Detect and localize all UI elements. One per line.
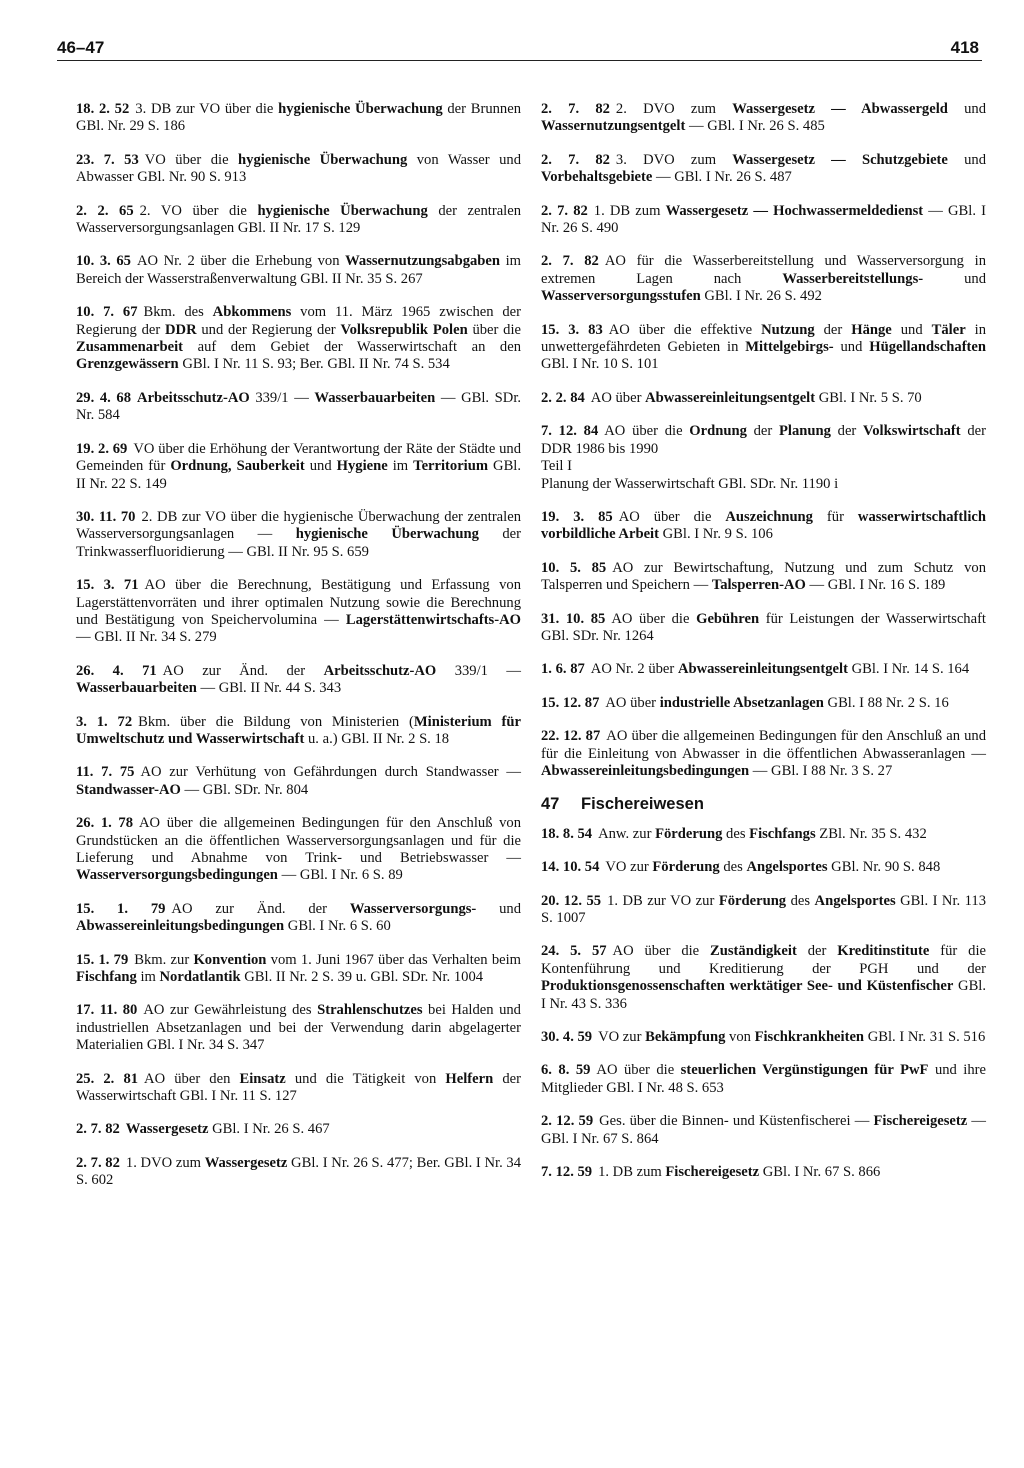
entry-date: 14. 10. 54 — [541, 859, 600, 876]
entry-keyword: Abkommens — [212, 304, 292, 321]
entry-text: GBl. II Nr. 22 S. 149 — [76, 458, 522, 492]
entry-date: 2. 2. 65 — [76, 202, 134, 219]
entry-text: 339/1 — — [436, 662, 521, 679]
entry-text: AO für die Wasserbereitstellung und Wasserversorgung in extremen Lagen nach — [541, 253, 986, 287]
entry-date: 2. 7. 82 — [541, 253, 599, 270]
entry-date: 30. 4. 59 — [541, 1029, 593, 1046]
entry-text: — GBl. I 88 Nr. 3 S. 27 — [749, 762, 893, 779]
entry-keyword: Wassergesetz — Schutzgebiete — [732, 151, 948, 168]
entry-keyword: Produktionsgenossenschaften werktätiger See- und Küstenfischer — [541, 978, 954, 995]
entry-text: — GBl. I Nr. 6 S. 89 — [277, 867, 403, 884]
entry-keyword: Fischereigesetz — [665, 1164, 760, 1181]
entry-keyword: Wassergesetz — [204, 1154, 288, 1171]
entry-text: der — [796, 943, 838, 960]
index-entry — [76, 952, 521, 987]
entry-text: vom 11. März 1965 zwischen der Regierung der — [76, 304, 521, 338]
entry-text: VO über die Erhöhung der Verantwortung der Räte der Städte und Gemeinden für — [76, 440, 522, 475]
entry-date: 19. 2. 69 — [76, 440, 128, 457]
index-entry — [541, 1062, 986, 1097]
entry-text: GBl. I Nr. 10 S. 101 — [541, 356, 659, 373]
entry-date: 15. 3. 71 — [76, 577, 139, 594]
entry-keyword: DDR — [164, 321, 197, 338]
entry-date: 15. 12. 87 — [541, 694, 600, 711]
entry-date: 23. 7. 53 — [76, 151, 139, 168]
entry-keyword: Wasserversorgungsbedingungen — [76, 867, 278, 884]
entry-keyword: Hygiene — [336, 458, 388, 475]
entry-text: des — [786, 892, 815, 909]
index-entry — [76, 577, 521, 647]
entry-text: 3. DVO zum — [615, 151, 733, 168]
index-entry — [76, 1155, 521, 1190]
entry-keyword: Helfern — [445, 1070, 494, 1087]
section-title: Fischereiwesen — [581, 795, 704, 814]
entry-text: und — [947, 101, 986, 117]
entry-keyword: Nutzung — [761, 321, 815, 338]
entry-keyword: Ordnung — [689, 423, 747, 440]
entry-text: VO zur — [598, 1029, 646, 1046]
entry-text: und ihre Mitglieder GBl. I Nr. 48 S. 653 — [541, 1062, 986, 1096]
entry-text: 1. DB zum — [593, 202, 666, 219]
entry-text: GBl. I Nr. 14 S. 164 — [847, 661, 970, 678]
entry-text: u. a.) GBl. II Nr. 2 S. 18 — [304, 730, 450, 747]
entry-text: im Bereich der Wasserstraßenverwaltung GBl. II Nr. 35 S. 267 — [76, 253, 522, 287]
entry-keyword: Wassernutzungsabgaben — [345, 253, 501, 270]
entry-date: 26. 1. 78 — [76, 815, 134, 832]
entry-keyword: steuerlichen Vergünstigungen für PwF — [680, 1062, 929, 1079]
entry-date: 10. 7. 67 — [76, 304, 138, 321]
entry-text: AO zur Änd. der — [171, 900, 350, 917]
section-number: 47 — [541, 795, 560, 814]
entry-text: und — [923, 270, 986, 287]
entry-keyword: Kreditinstitute — [837, 943, 930, 960]
index-entry — [76, 663, 521, 698]
entry-text: — GBl. I Nr. 26 S. 485 — [685, 118, 825, 135]
index-entry — [541, 661, 986, 678]
entry-keyword: hygienische Überwachung — [295, 526, 479, 543]
entry-keyword: Bekämpfung — [645, 1029, 726, 1046]
page-section-range: 46–47 — [57, 38, 105, 57]
entry-text: AO über die — [612, 943, 711, 960]
entry-date: 25. 2. 81 — [76, 1070, 139, 1087]
entry-date: 20. 12. 55 — [541, 892, 602, 909]
entry-text: Teil I — [541, 458, 572, 475]
entry-text: der zentralen Wasserversorgungsanlagen GBl. II Nr. 17 S. 129 — [76, 202, 521, 237]
entry-text: AO über die — [596, 1062, 681, 1079]
entry-keyword: Arbeitsschutz-AO — [137, 389, 250, 406]
entry-text: — GBl. SDr. Nr. 804 — [180, 781, 309, 798]
entry-keyword: Volkswirtschaft — [863, 423, 961, 440]
entry-text: Planung der Wasserwirtschaft GBl. SDr. Nr. 1190 i — [541, 475, 839, 492]
entry-keyword: Auszeichnung — [725, 508, 813, 525]
entry-text: AO über die — [618, 508, 726, 525]
entry-keyword: hygienische Überwachung — [278, 101, 443, 117]
entry-text: der — [814, 321, 852, 338]
entry-date: 17. 11. 80 — [76, 1002, 138, 1019]
index-entry — [541, 152, 986, 187]
entry-text: und die Tätigkeit von — [285, 1070, 446, 1087]
entry-date: 15. 1. 79 — [76, 951, 129, 968]
entry-text: Bkm. über die Bildung von Ministerien ( — [138, 713, 414, 730]
entry-text: — GBl. I Nr. 16 S. 189 — [805, 577, 946, 594]
entry-keyword: Grenzgewässern — [76, 356, 179, 373]
entry-keyword: Volksrepublik Polen — [340, 321, 468, 338]
index-entry — [541, 695, 986, 712]
entry-date: 2. 7. 82 — [541, 101, 610, 117]
entry-text: AO über die — [611, 610, 697, 627]
entry-keyword: Gebühren — [696, 610, 760, 627]
entry-keyword: Planung — [779, 423, 831, 440]
entry-keyword: Wasserversorgungsstufen — [541, 288, 701, 305]
entry-text: GBl. I Nr. 31 S. 516 — [864, 1029, 986, 1046]
entry-text: GBl. I Nr. 43 S. 336 — [541, 978, 987, 1012]
entry-keyword: Einsatz — [239, 1070, 286, 1087]
entry-keyword: Wasserbereitstellungs- — [782, 270, 924, 287]
entry-text: Ges. über die Binnen- und Küstenfischerei — — [599, 1113, 874, 1130]
entry-keyword: Zusammenarbeit — [76, 339, 184, 356]
index-entry — [541, 322, 986, 374]
entry-date: 6. 8. 59 — [541, 1062, 591, 1079]
entry-text: des — [722, 825, 750, 842]
entry-keyword: wasserwirtschaftlich vorbildliche Arbeit — [541, 508, 986, 543]
entry-keyword: Angelsportes — [814, 892, 896, 909]
index-entry — [76, 901, 521, 936]
entry-text: AO über die — [604, 423, 690, 440]
entry-text: AO zur Bewirtschaftung, Nutzung und zum Schutz von Talsperren und Speichern — — [541, 559, 986, 594]
entry-date: 11. 7. 75 — [76, 764, 135, 781]
entry-date: 10. 3. 65 — [76, 253, 131, 270]
index-entry — [541, 253, 986, 305]
entry-text: Bkm. zur — [134, 951, 194, 968]
entry-text: — GBl. I Nr. 67 S. 864 — [541, 1113, 986, 1147]
entry-date: 2. 7. 82 — [541, 151, 610, 168]
entry-date: 2. 12. 59 — [541, 1113, 594, 1130]
entry-keyword: Wasserversorgungs- — [349, 900, 477, 917]
entry-text: AO Nr. 2 über die Erhebung von — [136, 253, 346, 270]
entry-keyword: Fischfangs — [749, 825, 816, 842]
index-entry — [76, 714, 521, 749]
entry-text: im — [387, 458, 414, 475]
entry-text: in unwettergefährdeten Gebieten in — [541, 321, 987, 356]
entry-date: 3. 1. 72 — [76, 713, 133, 730]
entry-keyword: Förderung — [655, 825, 723, 842]
entry-text: 339/1 — — [249, 389, 315, 406]
entry-date: 2. 2. 84 — [541, 389, 585, 406]
entry-text: AO zur Gewährleistung des — [143, 1002, 318, 1019]
entry-text: GBl. I Nr. 9 S. 106 — [658, 526, 773, 543]
entry-text: ZBl. Nr. 35 S. 432 — [815, 825, 927, 842]
entry-keyword: hygienische Überwachung — [238, 151, 408, 168]
entry-keyword: Wassergesetz — Hochwassermeldedienst — [665, 202, 924, 219]
entry-text: AO über die Berechnung, Bestätigung und Erfassung von Lagerstättenvorräten und ihrer optimalen Nutzung sowie die Berechnung und Bestätigung von Speichervolumina — — [76, 577, 521, 628]
index-entry — [541, 1029, 986, 1046]
entry-text: der Brunnen GBl. Nr. 29 S. 186 — [76, 101, 521, 135]
entry-date: 22. 12. 87 — [541, 728, 601, 745]
entry-date: 2. 7. 82 — [76, 1154, 120, 1171]
entry-keyword: Arbeitsschutz-AO — [323, 662, 437, 679]
entry-date: 7. 12. 84 — [541, 423, 599, 440]
entry-text: GBl. I Nr. 6 S. 60 — [284, 918, 391, 935]
entry-date: 15. 3. 83 — [541, 321, 603, 338]
entry-text: — GBl. II Nr. 34 S. 279 — [76, 629, 217, 646]
index-entry — [76, 1071, 521, 1106]
entry-keyword: Hänge — [851, 321, 892, 338]
entry-keyword: Wassergesetz — [125, 1121, 209, 1138]
entry-keyword: Fischfang — [76, 969, 137, 986]
entry-keyword: Abwassereinleitungsentgelt — [645, 389, 816, 406]
index-entry — [541, 390, 986, 407]
entry-text: und — [947, 151, 986, 168]
entry-text: 2. DB zur VO über die hygienische Überwachung der zentralen Wasserversorgungsanlagen — — [76, 508, 521, 543]
entry-date: 24. 5. 57 — [541, 943, 607, 960]
entry-date: 2. 7. 82 — [76, 1121, 120, 1138]
entry-keyword: Zuständigkeit — [710, 943, 797, 960]
entry-text: AO über — [590, 389, 646, 406]
left-column — [76, 101, 521, 1206]
index-entry — [541, 943, 986, 1013]
entry-text: 2. DVO zum — [615, 101, 733, 117]
entry-text: — GBl. SDr. Nr. 584 — [76, 389, 522, 424]
entry-text: — GBl. I Nr. 26 S. 490 — [541, 202, 986, 237]
entry-text: vom 1. Juni 1967 über das Verhalten beim — [266, 951, 522, 968]
entry-text: 3. DB zur VO über die — [135, 101, 279, 117]
index-entry — [76, 253, 521, 288]
entry-text: der — [746, 423, 779, 440]
page-number: 418 — [950, 38, 979, 57]
entry-text: 1. DB zum — [598, 1164, 666, 1181]
entry-text: und — [304, 458, 337, 475]
entry-keyword: Mittelgebirgs- — [745, 339, 834, 356]
entry-text: AO über den — [144, 1070, 240, 1087]
entry-text: VO über die — [144, 151, 239, 168]
entry-date: 10. 5. 85 — [541, 559, 607, 576]
index-entry — [76, 764, 521, 799]
entry-text: des — [719, 859, 747, 876]
entry-text: GBl. I 88 Nr. 2 S. 16 — [823, 694, 949, 711]
entry-keyword: Fischkrankheiten — [754, 1029, 865, 1046]
entry-keyword: Nordatlantik — [159, 969, 241, 986]
index-entry — [541, 893, 986, 928]
index-entry — [76, 101, 521, 136]
index-entry — [76, 815, 521, 885]
entry-text: GBl. I Nr. 26 S. 477; Ber. GBl. I Nr. 34 S. 602 — [76, 1154, 522, 1189]
index-entry — [541, 826, 986, 843]
entry-keyword: Konvention — [193, 951, 267, 968]
index-entry — [76, 304, 521, 374]
entry-keyword: Territorium — [413, 458, 489, 475]
entry-date: 2. 7. 82 — [541, 202, 588, 219]
entry-text: GBl. I Nr. 67 S. 866 — [759, 1164, 881, 1181]
index-entry — [76, 203, 521, 238]
entry-keyword: Wasserbauarbeiten — [314, 389, 436, 406]
entry-date: 1. 6. 87 — [541, 661, 585, 678]
entry-text: für Leistungen der Wasserwirtschaft GBl. SDr. Nr. 1264 — [541, 610, 986, 644]
entry-keyword: Ministerium für Umweltschutz und Wasserwirtschaft — [76, 713, 521, 747]
index-entry — [541, 101, 986, 136]
entry-keyword: Lagerstättenwirtschafts-AO — [345, 611, 521, 628]
index-entry — [541, 859, 986, 876]
index-entry — [541, 611, 986, 646]
entry-text: GBl. I Nr. 11 S. 93; Ber. GBl. II Nr. 74 S. 534 — [178, 356, 450, 373]
entry-text: im — [136, 969, 160, 986]
entry-date: 18. 2. 52 — [76, 101, 130, 117]
index-entry — [541, 203, 986, 238]
header-rule — [57, 60, 982, 61]
entry-keyword: Fischereigesetz — [873, 1113, 968, 1130]
section-entries — [541, 826, 986, 1182]
index-entry — [76, 390, 521, 425]
entry-text: der Wasserwirtschaft GBl. I Nr. 11 S. 127 — [76, 1070, 521, 1105]
entry-text: — GBl. II Nr. 44 S. 343 — [196, 680, 342, 697]
entry-keyword: Vorbehaltsgebiete — [541, 169, 653, 186]
entry-date: 29. 4. 68 — [76, 389, 132, 406]
entry-text: GBl. I Nr. 26 S. 467 — [208, 1121, 330, 1138]
entry-text: bei Halden und industriellen Absetzanlagen und bei der Verwendung darin abgelagerter Materialien GBl. I Nr. 34 S. 347 — [76, 1002, 521, 1054]
entry-date: 7. 12. 59 — [541, 1164, 593, 1181]
entry-keyword: Standwasser-AO — [76, 781, 181, 798]
index-entry — [76, 441, 521, 493]
entry-keyword: Strahlenschutzes — [317, 1002, 423, 1019]
index-entry — [541, 509, 986, 544]
entry-text: der — [830, 423, 864, 440]
entry-keyword: industrielle Absetzanlagen — [659, 694, 824, 711]
entry-text: und der Regierung der — [196, 321, 341, 338]
entry-text: für — [812, 508, 858, 525]
entry-date: 26. 4. 71 — [76, 662, 157, 679]
entry-text: AO zur Verhütung von Gefährdungen durch Standwasser — — [140, 764, 521, 781]
entry-text: GBl. I Nr. 26 S. 492 — [700, 288, 822, 305]
entry-text: der DDR 1986 bis 1990 — [541, 423, 986, 457]
index-entry — [541, 560, 986, 595]
right-column — [541, 101, 986, 1197]
entry-text: GBl. I Nr. 5 S. 70 — [815, 389, 922, 406]
entry-text: 1. DB zur VO zur — [607, 892, 719, 909]
entry-keyword: Wassergesetz — Abwassergeld — [732, 101, 948, 117]
entry-text: GBl. I Nr. 113 S. 1007 — [541, 892, 987, 926]
entry-text: auf dem Gebiet der Wasserwirtschaft an den — [183, 339, 521, 356]
index-entry — [76, 1121, 521, 1138]
entry-keyword: Abwassereinleitungsbedingungen — [76, 918, 285, 935]
entry-keyword: hygienische Überwachung — [257, 202, 428, 219]
entry-text: AO über — [605, 694, 660, 711]
entry-text: für die Kontenführung und Kreditierung der PGH und der — [541, 943, 986, 977]
entry-text: von — [725, 1029, 755, 1046]
entry-text: 2. VO über die — [139, 202, 258, 219]
entry-text: GBl. II Nr. 2 S. 39 u. GBl. SDr. Nr. 1004 — [240, 969, 484, 986]
entry-text: von Wasser und Abwasser GBl. Nr. 90 S. 913 — [76, 151, 521, 186]
entry-date: 15. 1. 79 — [76, 900, 166, 917]
entry-keyword: Talsperren-AO — [711, 577, 806, 594]
section-heading — [541, 796, 986, 813]
entry-text: AO Nr. 2 über — [590, 661, 678, 678]
entry-keyword: Hügellandschaften — [869, 339, 987, 356]
entry-keyword: Wasserbauarbeiten — [76, 680, 197, 697]
entry-text: 1. DVO zum — [125, 1154, 205, 1171]
entry-text: über die — [467, 321, 521, 338]
entry-text: VO zur — [605, 859, 653, 876]
entry-date: 30. 11. 70 — [76, 508, 136, 525]
entry-text: AO zur Änd. der — [162, 662, 324, 679]
entry-keyword: Angelsportes — [746, 859, 828, 876]
index-entry — [541, 728, 986, 780]
index-entry — [76, 1002, 521, 1054]
entry-text: Bkm. des — [143, 304, 213, 321]
entry-keyword: Abwassereinleitungsentgelt — [677, 661, 848, 678]
index-entry — [541, 1164, 986, 1181]
index-entry — [541, 423, 986, 493]
entry-text: Anw. zur — [598, 825, 656, 842]
entry-text: und — [833, 339, 870, 356]
index-entry — [541, 1113, 986, 1148]
entry-text: der Trinkwasserfluoridierung — GBl. II Nr. 95 S. 659 — [76, 526, 521, 560]
entry-keyword: Abwassereinleitungsbedingungen — [541, 762, 750, 779]
entry-date: 31. 10. 85 — [541, 610, 606, 627]
index-entry — [76, 509, 521, 561]
right-entries — [541, 101, 986, 780]
entry-date: 18. 8. 54 — [541, 825, 593, 842]
entry-text: AO über die effektive — [608, 321, 762, 338]
entry-date: 19. 3. 85 — [541, 508, 613, 525]
entry-text: und — [891, 321, 932, 338]
entry-keyword: Täler — [931, 321, 966, 338]
entry-keyword: Förderung — [718, 892, 787, 909]
entry-text: GBl. Nr. 90 S. 848 — [827, 859, 941, 876]
entry-text: — GBl. I Nr. 26 S. 487 — [652, 169, 792, 186]
index-entry — [76, 152, 521, 187]
entry-keyword: Wassernutzungsentgelt — [541, 118, 686, 135]
entry-text: AO über die allgemeinen Bedingungen für den Anschluß an und für die Einleitung von Abwasser in die öffentlichen Abwasseranlagen — — [541, 728, 987, 762]
entry-text: und — [476, 900, 522, 917]
entry-keyword: Förderung — [652, 859, 720, 876]
entry-text: AO über die allgemeinen Bedingungen für den Anschluß von Grundstücken an die öffentlichen Wasserversorgungsanlagen und für die Lieferung und Abnahme von Trink- und Betriebswasser — — [76, 815, 522, 866]
entry-keyword: Ordnung, Sauberkeit — [170, 458, 305, 475]
